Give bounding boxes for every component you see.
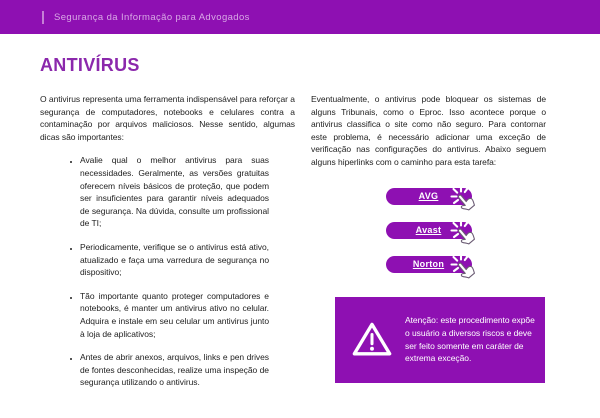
- left-column: [40, 93, 295, 400]
- list-item: • Antes de abrir anexos, arquivos, links e pen drives de fontes desconhecidas, realize uma inspeção de segurança utilizando o antivirus.: [80, 351, 269, 389]
- header-title: Segurança da Informação para Advogados: [54, 11, 250, 23]
- page-title: ANTIVÍRUS: [40, 55, 140, 75]
- intro-paragraph: O antivirus representa uma ferramenta indispensável para reforçar a segurança de computadores, notebooks e celulares contra a contaminação por arquivos maliciosos. Nesse sentido, algumas dicas são importantes:: [40, 94, 295, 142]
- tips-list: [68, 154, 295, 389]
- avg-link-button[interactable]: [386, 188, 472, 205]
- content-area: [0, 55, 600, 400]
- warning-text: Atenção: este procedimento expõe o usuário a diversos riscos e deve ser feito somente em caráter de extrema exceção.: [405, 314, 535, 364]
- list-item: • Tão importante quanto proteger computadores e notebooks, é manter um antivirus ativo no celular. Adquira e instale em seu celular um antivirus junto à loja de aplicativos;: [80, 290, 269, 340]
- list-item: • Avalie qual o melhor antivirus para suas necessidades. Geralmente, as versões gratuitas oferecem níveis básicos de proteção, que podem ser insuficientes para garantir níveis adequados de segurança. Na dúvida, consulte um profissional de TI;: [80, 154, 269, 230]
- link-row: [386, 256, 472, 273]
- avast-link-button[interactable]: [386, 222, 472, 239]
- link-label: AVG: [418, 191, 439, 202]
- link-label: Norton: [412, 259, 445, 270]
- warning-box: [335, 297, 545, 383]
- norton-link-button[interactable]: [386, 256, 472, 273]
- warning-triangle-icon: [351, 320, 393, 359]
- list-item: • Periodicamente, verifique se o antivirus está ativo, atualizado e faça uma varredura de segurança no dispositivo;: [80, 241, 269, 279]
- link-row: [386, 222, 472, 239]
- right-intro-paragraph: Eventualmente, o antivirus pode bloquear os sistemas de alguns Tribunais, como o Eproc. Isso acontece porque o antivirus classifica o site como não seguro. Para contornar este problema, é necessário adicionar uma exceção de verificação nas configurações do antivirus. Abaixo seguem alguns hiperlinks com o caminho para esta tarefa:: [311, 94, 546, 167]
- right-column: [311, 93, 546, 400]
- antivirus-links: [311, 188, 546, 273]
- link-row: [386, 188, 472, 205]
- link-label: Avast: [415, 225, 442, 236]
- two-column-layout: [0, 93, 600, 400]
- header-bar: [0, 0, 600, 34]
- header-divider: [42, 11, 44, 24]
